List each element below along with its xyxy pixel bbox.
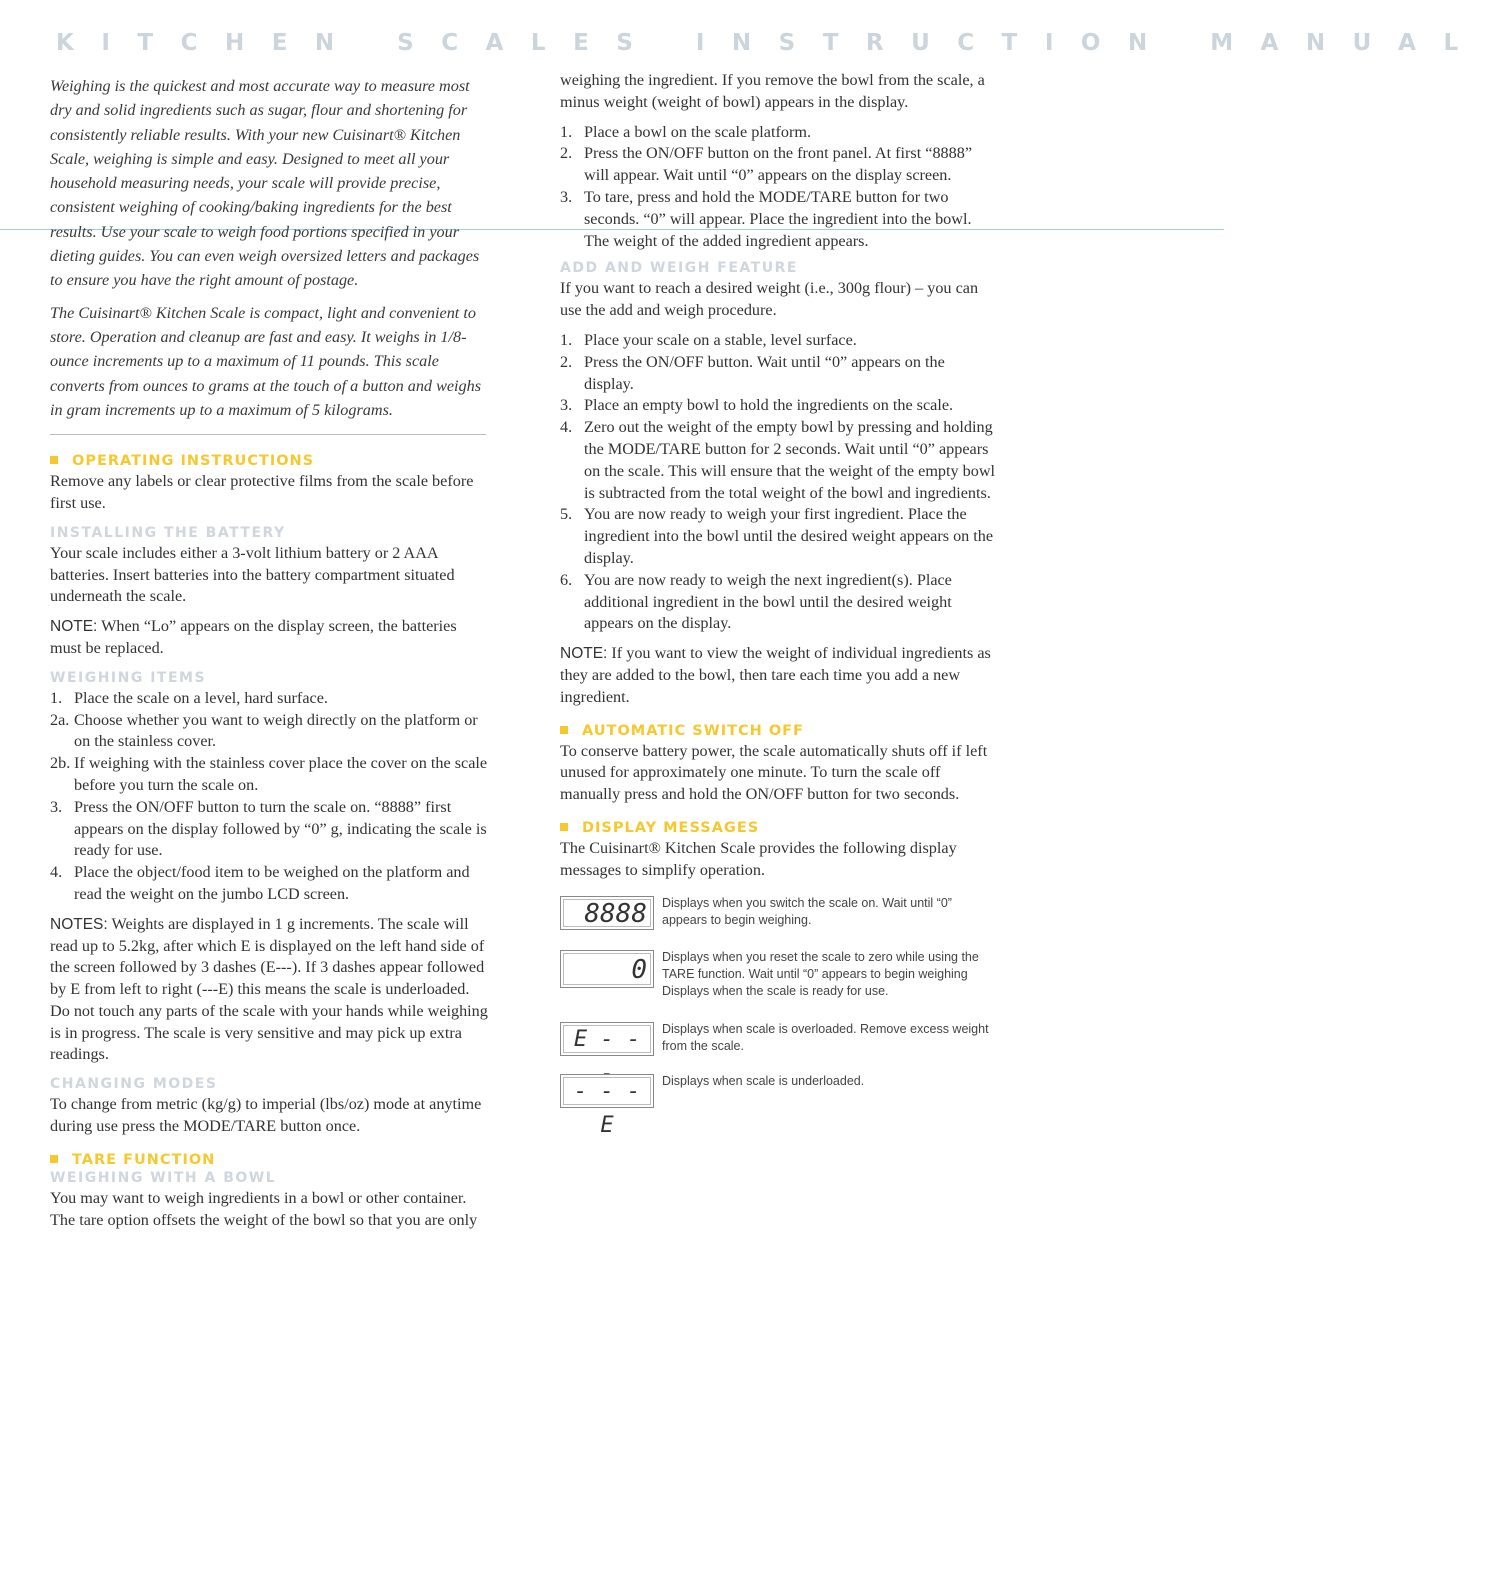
list-item: 3. Place an empty bowl to hold the ingredients on the scale. — [560, 396, 954, 415]
automatic-switch-off-heading: AUTOMATIC SWITCH OFF — [560, 723, 996, 739]
list-item: 2b. If weighing with the stainless cover place the cover on the scale before you turn the scale on. — [50, 754, 488, 794]
operating-instructions-heading: OPERATING INSTRUCTIONS — [50, 453, 488, 469]
list-item: 1. Place the scale on a level, hard surface. — [50, 688, 328, 707]
list-item: 3. To tare, press and hold the MODE/TARE button for two seconds. “0” will appear. Place the ingredient into the bowl. The weight of the added ingredient appears. — [560, 187, 972, 250]
weighing-items-steps — [50, 688, 488, 906]
square-bullet-icon — [560, 823, 568, 831]
display-message-desc: Displays when you switch the scale on. Wait until “0” appears to begin weighing. — [662, 895, 952, 927]
display-message-item — [560, 896, 996, 946]
list-item: 2. Press the ON/OFF button. Wait until “0” appears on the display. — [560, 352, 945, 393]
automatic-switch-off-text: To conserve battery power, the scale automatically shuts off if left unused for approximately one minute. To turn the scale off manually press and hold the ON/OFF button for two seconds. — [560, 741, 988, 804]
list-item: 5. You are now ready to weigh your first ingredient. Place the ingredient into the bowl until the desired weight appears on the display. — [560, 505, 994, 567]
list-item: 2a. Choose whether you want to weigh directly on the platform or on the stainless cover. — [50, 710, 478, 751]
add-and-weigh-text: If you want to reach a desired weight (i.e., 300g flour) – you can use the add and weigh procedure. — [560, 279, 979, 320]
battery-note: NOTE: When “Lo” appears on the display screen, the batteries must be replaced. — [50, 617, 457, 657]
right-column — [560, 70, 996, 1138]
operating-instructions-text: Remove any labels or clear protective films from the scale before first use. — [50, 472, 474, 512]
display-messages-text: The Cuisinart® Kitchen Scale provides the following display messages to simplify operation. — [560, 838, 957, 879]
list-item: 4. Place the object/food item to be weighed on the platform and read the weight on the jumbo LCD screen. — [50, 863, 470, 903]
lcd-display: - - - E — [560, 1074, 654, 1108]
installing-battery-heading: INSTALLING THE BATTERY — [50, 524, 286, 541]
display-messages-heading: DISPLAY MESSAGES — [560, 820, 996, 836]
lcd-display: 0 — [560, 950, 654, 988]
tare-steps — [560, 122, 996, 253]
display-message-item — [560, 950, 996, 1018]
square-bullet-icon — [50, 1155, 58, 1163]
battery-text: Your scale includes either a 3-volt lithium battery or 2 AAA batteries. Insert batteries into the battery compartment situated underneath the scale. — [50, 543, 455, 606]
changing-modes-text: To change from metric (kg/g) to imperial (lbs/oz) mode at anytime during use press the MODE/TARE button once. — [50, 1095, 482, 1136]
section-divider — [50, 434, 486, 435]
intro-paragraph-1: Weighing is the quickest and most accurate way to measure most dry and solid ingredients such as sugar, flour and shortening for consistently reliable results. With your new Cuisinart® Kitchen Scale, weighing is simple and easy. Designed to meet all your household measuring needs, your scale will provide precise, consistent weighing of cooking/baking ingredients for the best results. Use your scale to weigh food portions specified in your dieting guides. You can even weigh oversized letters and packages to ensure you have the right amount of postage. — [50, 77, 480, 290]
list-item: 4. Zero out the weight of the empty bowl by pressing and holding the MODE/TARE button for 2 seconds. Wait until “0” appears on the scale. This will ensure that the weight of the empty bowl is subtracted from the total weight of the bowl and ingredients. — [560, 418, 996, 502]
weighing-with-bowl-heading: WEIGHING WITH A BOWL — [50, 1169, 277, 1186]
intro-paragraph-2: The Cuisinart® Kitchen Scale is compact, light and convenient to store. Operation and cleanup are fast and easy. It weighs in 1/8-ounce increments up to a maximum of 11 pounds. This scale converts from ounces to grams at the touch of a button and weighs in gram increments up to a maximum of 5 kilograms. — [50, 303, 482, 419]
square-bullet-icon — [50, 456, 58, 464]
display-message-desc: Displays when scale is overloaded. Remove excess weight from the scale. — [662, 1021, 989, 1053]
weighing-notes: NOTES: Weights are displayed in 1 g increments. The scale will read up to 5.2kg, after which E is displayed on the left hand side of the screen followed by 3 dashes (E---). If 3 dashes appear followed by E from left to right (---E) this means the scale is underloaded. Do not touch any parts of the scale with your hands while weighing is in progress. The scale is very sensitive and may pick up extra readings. — [50, 914, 488, 1064]
list-item: 6. You are now ready to weigh the next ingredient(s). Place additional ingredient in the bowl until the desired weight appears on the display. — [560, 570, 952, 633]
square-bullet-icon — [560, 726, 568, 734]
add-and-weigh-steps — [560, 330, 996, 635]
header-title: KITCHEN SCALES INSTRUCTION MANUAL — [56, 30, 1486, 56]
weighing-items-heading: WEIGHING ITEMS — [50, 669, 207, 686]
manual-header — [56, 30, 1486, 64]
list-item: 3. Press the ON/OFF button to turn the scale on. “8888” first appears on the display followed by “0” g, indicating the scale is ready for use. — [50, 797, 487, 860]
changing-modes-heading: CHANGING MODES — [50, 1076, 218, 1093]
tare-text-right: weighing the ingredient. If you remove the bowl from the scale, a minus weight (weight of bowl) appears in the display. — [560, 71, 985, 111]
display-messages-list — [560, 895, 996, 1138]
lcd-display: E - - - — [560, 1022, 654, 1056]
display-message-desc: Displays when you reset the scale to zero while using the TARE function. Wait until “0” appears to begin weighing Displays when the scale is ready for use. — [662, 949, 979, 998]
display-message-item — [560, 1073, 996, 1138]
add-and-weigh-heading: ADD AND WEIGH FEATURE — [560, 260, 798, 277]
left-column — [50, 74, 488, 1239]
add-and-weigh-note: NOTE: If you want to view the weight of individual ingredients as they are added to the bowl, then tare each time you add a new ingredient. — [560, 644, 991, 706]
lcd-display: 8888 — [560, 896, 654, 930]
list-item: 1. Place a bowl on the scale platform. — [560, 122, 811, 141]
display-message-desc: Displays when scale is underloaded. — [662, 1073, 865, 1088]
list-item: 1. Place your scale on a stable, level surface. — [560, 330, 857, 349]
list-item: 2. Press the ON/OFF button on the front panel. At first “8888” will appear. Wait until “0” appears on the display screen. — [560, 144, 973, 185]
tare-text-left: You may want to weigh ingredients in a bowl or other container. The tare option offsets the weight of the bowl so that you are only — [50, 1188, 478, 1229]
tare-function-heading: TARE FUNCTION — [50, 1152, 488, 1168]
